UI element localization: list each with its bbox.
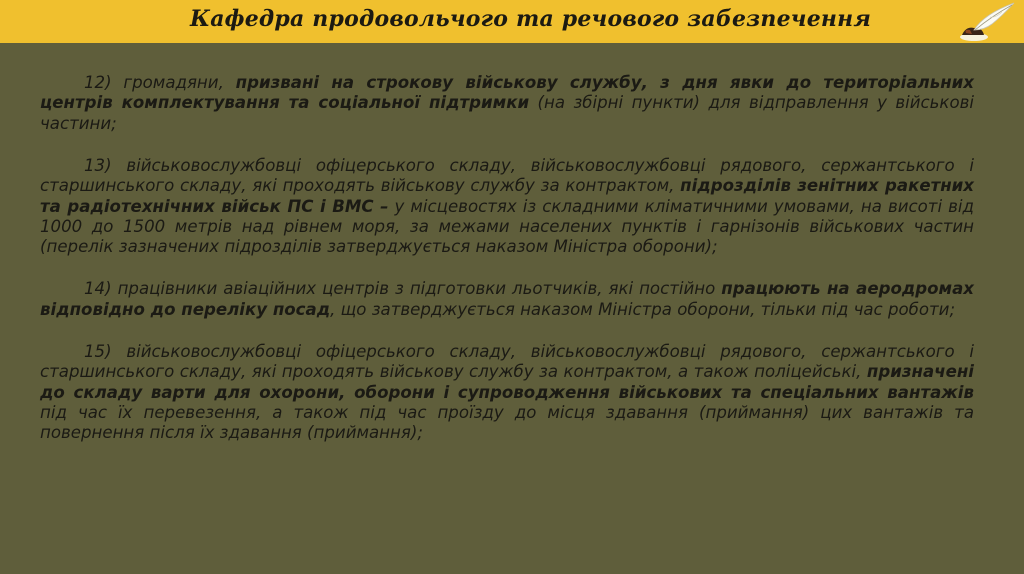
paragraph-text: 14) працівники авіаційних центрів з підготовки льотчиків, які постійно: [84, 279, 722, 299]
paragraph-12: [40, 73, 974, 134]
paragraph-text: , що затверджується наказом Міністра оборони, тільки під час роботи;: [330, 299, 956, 319]
paragraph-15: [40, 342, 974, 444]
paragraph-text: 13) військовослужбовці офіцерського складу, військовослужбовці рядового, сержантського і старшинського складу, які проходять військову службу за контрактом,: [40, 155, 974, 196]
paragraph-14: [40, 279, 974, 320]
header-bar: [0, 0, 1024, 43]
paragraph-text: 12) громадяни,: [84, 73, 236, 92]
paragraph-emphasis: підрозділів зенітних ракетних та радіотехнічних військ ПС і ВМС –: [40, 176, 975, 216]
page-title: Кафедра продовольчого та речового забезпечення: [190, 6, 872, 32]
paragraph-text: під час їх перевезення, а також під час проїзду до місця здавання (приймання) цих вантажів та повернення після їх здавання (приймання);: [40, 403, 974, 443]
paragraph-emphasis: призначені до складу варти для охорони, оборони і супроводження військових та спеціальних вантажів: [40, 362, 974, 402]
paragraph-text: (на збірні пункти) для відправлення у військові частини;: [40, 93, 974, 133]
quill-inkwell-icon: [944, 0, 1018, 43]
paragraph-text: у місцевостях із складними кліматичними умовами, на висоті від 1000 до 1500 метрів над рівнем моря, за межами населених пунктів і гарнізонів військових частин (перелік зазначених підрозділів затверджується наказом Міністра оборони);: [40, 196, 974, 257]
content-body: [40, 73, 974, 465]
paragraph-emphasis: працюють на аеродромах відповідно до переліку посад: [40, 279, 974, 319]
paragraph-text: 15) військовослужбовці офіцерського складу, військовослужбовці рядового, сержантського і старшинського складу, які проходять військову службу за контрактом, а також поліцейські,: [40, 341, 974, 382]
paragraph-emphasis: призвані на строкову військову службу, з дня явки до територіальних центрів комплектування та соціальної підтримки: [40, 73, 975, 113]
paragraph-13: [40, 156, 974, 258]
